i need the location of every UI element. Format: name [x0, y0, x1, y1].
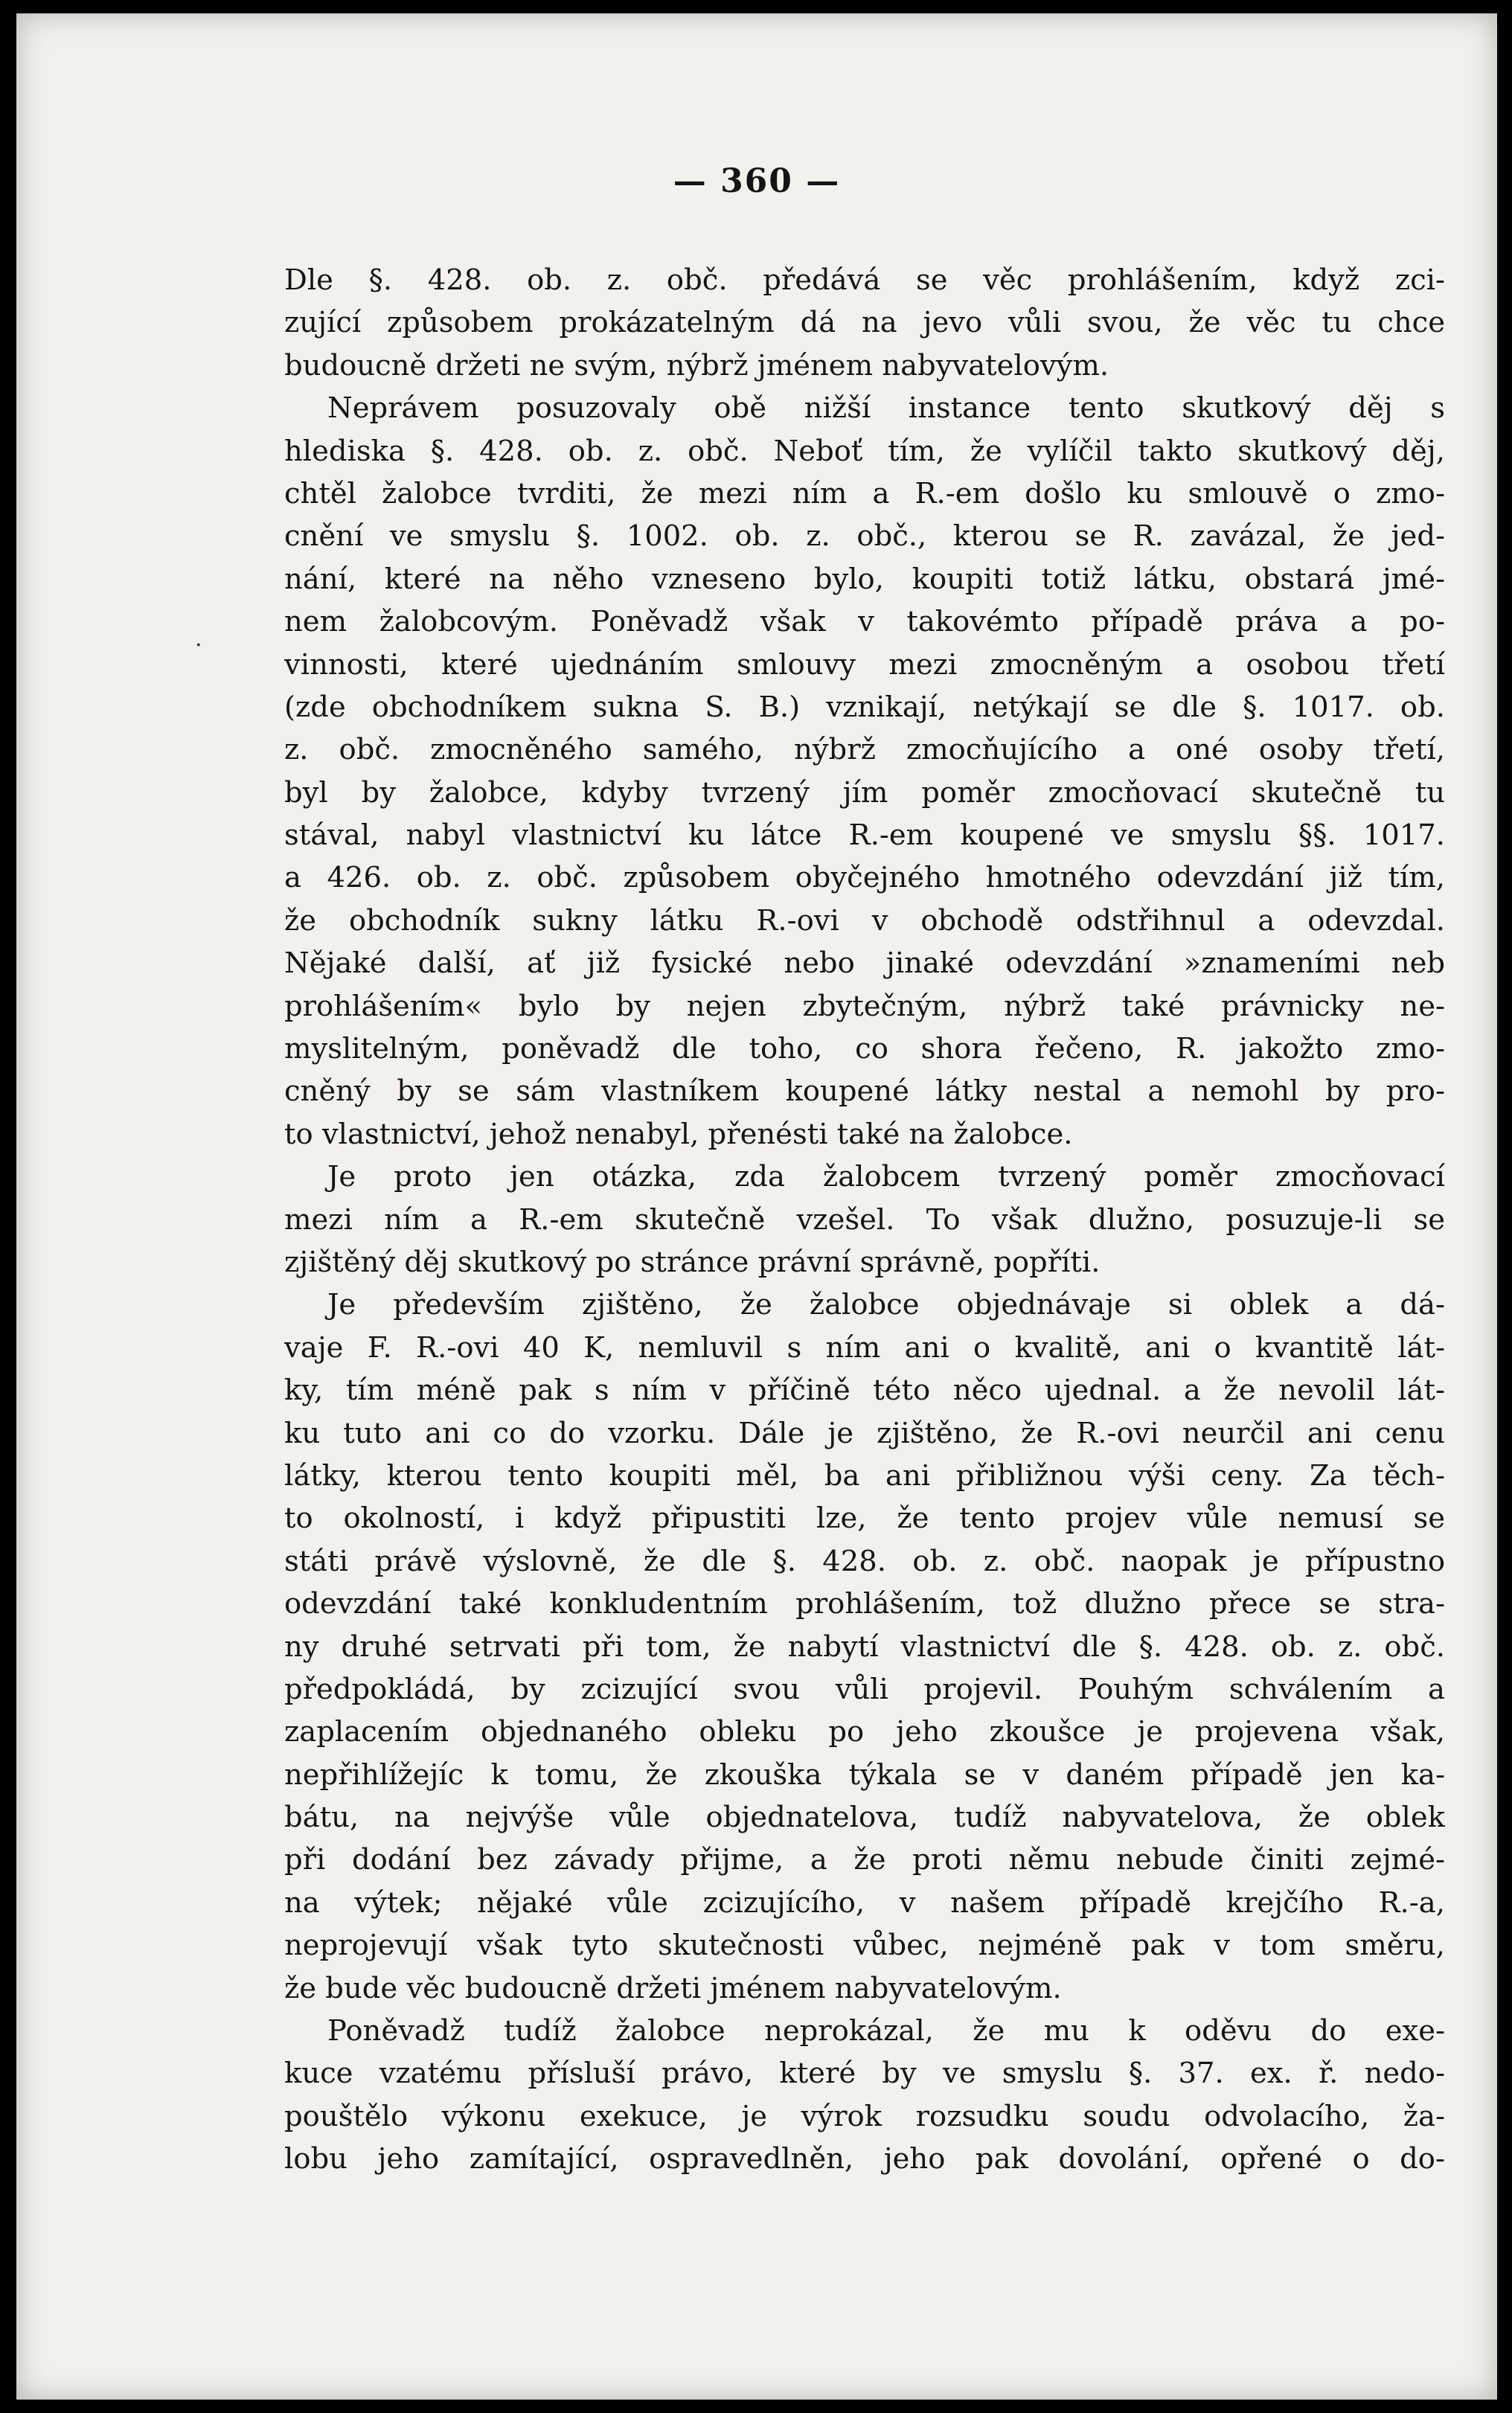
text-line: předpokládá, by zcizující svou vůli projevil. Pouhým schválením a — [284, 1672, 1445, 1706]
text-line: lobu jeho zamítající, ospravedlněn, jeho pak dovolání, opřené o do- — [284, 2142, 1445, 2176]
text-line: mezi ním a R.-em skutečně vzešel. To však dlužno, posuzuje-li se — [284, 1202, 1445, 1237]
text-line: neprojevují však tyto skutečnosti vůbec, nejméně pak v tom směru, — [284, 1929, 1445, 1963]
document-page — [16, 13, 1497, 2400]
text-line: to vlastnictví, jehož nenabyl, přenésti také na žalobce. — [284, 1117, 1073, 1151]
text-line: Nějaké další, ať již fysické nebo jinaké odevzdání »znameními neb — [284, 946, 1445, 981]
text-line: to okolností, i když připustiti lze, že tento projev vůle nemusí se — [284, 1502, 1445, 1536]
text-line: vaje F. R.-ovi 40 K, nemluvil s ním ani o kvalitě, ani o kvantitě lát- — [284, 1330, 1445, 1365]
text-line: Neprávem posuzovaly obě nižší instance tento skutkový děj s — [327, 391, 1445, 426]
text-line: hlediska §. 428. ob. z. obč. Neboť tím, že vylíčil takto skutkový děj, — [284, 434, 1445, 468]
text-line: zaplacením objednaného obleku po jeho zkoušce je projevena však, — [284, 1715, 1445, 1749]
text-line: ky, tím méně pak s ním v příčině této něco ujednal. a že nevolil lát- — [284, 1374, 1445, 1408]
text-line: a 426. ob. z. obč. způsobem obyčejného hmotného odevzdání již tím, — [284, 861, 1445, 895]
text-line: že obchodník sukny látku R.-ovi v obchodě odstřihnul a odevzdal. — [284, 903, 1445, 938]
page-number: — 360 — — [673, 162, 841, 200]
text-line: zjištěný děj skutkový po stránce právní správně, popříti. — [284, 1245, 1101, 1279]
text-line: nání, které na něho vzneseno bylo, koupiti totiž látku, obstará jmé- — [284, 562, 1445, 596]
text-line: chtěl žalobce tvrditi, že mezi ním a R.-em došlo ku smlouvě o zmo- — [284, 476, 1445, 510]
text-line: nem žalobcovým. Poněvadž však v takovémto případě práva a po- — [284, 605, 1445, 639]
text-line: nepřihlížejíc k tomu, že zkouška týkala se v daném případě jen ka- — [284, 1757, 1445, 1792]
text-line: státi právě výslovně, že dle §. 428. ob. z. obč. naopak je přípustno — [284, 1544, 1445, 1578]
text-line: zující způsobem prokázatelným dá na jevo vůli svou, že věc tu chce — [284, 306, 1445, 340]
text-line: Je proto jen otázka, zda žalobcem tvrzený poměr zmocňovací — [327, 1160, 1445, 1194]
text-line: ku tuto ani co do vzorku. Dále je zjištěno, že R.-ovi neurčil ani cenu — [284, 1416, 1445, 1450]
text-line: Poněvadž tudíž žalobce neprokázal, že mu k oděvu do exe- — [327, 2014, 1445, 2048]
text-line: ny druhé setrvati při tom, že nabytí vlastnictví dle §. 428. ob. z. obč. — [284, 1630, 1445, 1664]
text-line: stával, nabyl vlastnictví ku látce R.-em koupené ve smyslu §§. 1017. — [284, 818, 1445, 853]
text-line: vinnosti, které ujednáním smlouvy mezi zmocněným a osobou třetí — [284, 647, 1445, 682]
text-line: že bude věc budoucně držeti jménem nabyvatelovým. — [284, 1971, 1062, 2005]
text-line: budoucně držeti ne svým, nýbrž jménem nabyvatelovým. — [284, 348, 1109, 382]
text-line: Dle §. 428. ob. z. obč. předává se věc prohlášením, když zci- — [284, 263, 1445, 297]
margin-mark: · — [195, 632, 202, 658]
text-line: cněný by se sám vlastníkem koupené látky nestal a nemohl by pro- — [284, 1074, 1445, 1109]
text-line: myslitelným, poněvadž dle toho, co shora řečeno, R. jakožto zmo- — [284, 1032, 1445, 1066]
text-line: při dodání bez závady přijme, a že proti němu nebude činiti zejmé- — [284, 1843, 1445, 1877]
text-line: pouštělo výkonu exekuce, je výrok rozsudku soudu odvolacího, ža- — [284, 2099, 1445, 2133]
text-line: odevzdání také konkludentním prohlášením, tož dlužno přece se stra- — [284, 1587, 1445, 1621]
text-line: byl by žalobce, kdyby tvrzený jím poměr zmocňovací skutečně tu — [284, 775, 1445, 810]
document-body — [284, 259, 1445, 2181]
text-line: bátu, na nejvýše vůle objednatelova, tudíž nabyvatelova, že oblek — [284, 1801, 1445, 1835]
text-line: látky, kterou tento koupiti měl, ba ani přibližnou výši ceny. Za těch- — [284, 1458, 1445, 1493]
text-line: na výtek; nějaké vůle zcizujícího, v našem případě krejčího R.-a, — [284, 1885, 1445, 1920]
text-line: prohlášením« bylo by nejen zbytečným, nýbrž také právnicky ne- — [284, 989, 1445, 1023]
text-line: z. obč. zmocněného samého, nýbrž zmocňujícího a oné osoby třetí, — [284, 733, 1445, 767]
text-line: (zde obchodníkem sukna S. B.) vznikají, netýkají se dle §. 1017. ob. — [284, 690, 1445, 724]
text-line: kuce vzatému přísluší právo, které by ve smyslu §. 37. ex. ř. nedo- — [284, 2057, 1445, 2091]
text-line: cnění ve smyslu §. 1002. ob. z. obč., kterou se R. zavázal, že jed- — [284, 519, 1445, 554]
text-line: Je především zjištěno, že žalobce objednávaje si oblek a dá- — [327, 1288, 1445, 1322]
